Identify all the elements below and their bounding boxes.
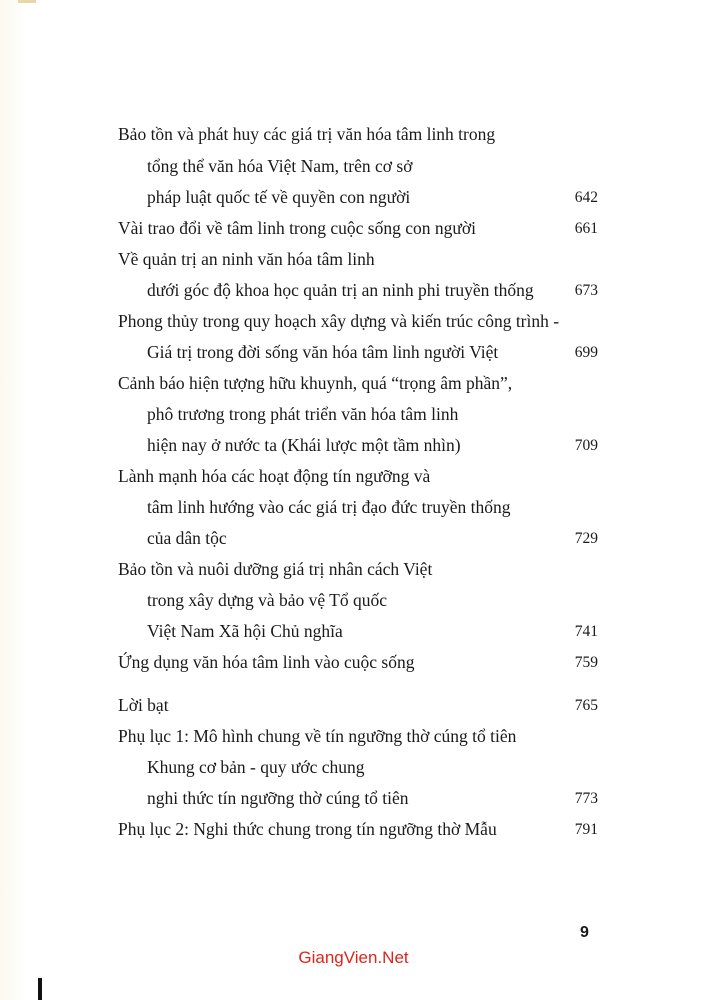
toc-page-number: 699 xyxy=(574,344,598,361)
toc-page-number: 673 xyxy=(574,282,598,299)
toc-entry-title: Bảo tồn và nuôi dưỡng giá trị nhân cách Việt xyxy=(118,559,433,579)
toc-page-number: 741 xyxy=(574,623,598,640)
toc-page-number: 642 xyxy=(574,189,598,206)
toc-entry-title: Lành mạnh hóa các hoạt động tín ngưỡng và xyxy=(118,466,431,486)
toc-page-number: 661 xyxy=(574,220,598,237)
toc-page-number: 773 xyxy=(574,790,598,807)
toc-entry-title: Lời bạt xyxy=(118,695,169,715)
toc-page-number: 791 xyxy=(574,821,598,838)
watermark-text: GiangVien.Net xyxy=(298,948,409,967)
toc-entry-title: phô trương trong phát triển văn hóa tâm linh xyxy=(147,404,459,424)
toc-entry-title: trong xây dựng và bảo vệ Tổ quốc xyxy=(147,590,388,610)
toc-entry-title: Việt Nam Xã hội Chủ nghĩa xyxy=(147,621,343,641)
toc-entry-title: Vài trao đổi về tâm linh trong cuộc sống con người xyxy=(118,218,476,238)
toc-entry-title: Giá trị trong đời sống văn hóa tâm linh người Việt xyxy=(147,342,499,362)
toc-page-number: 759 xyxy=(574,654,598,671)
toc-entry-title: nghi thức tín ngưỡng thờ cúng tổ tiên xyxy=(147,788,409,808)
toc-page-number: 729 xyxy=(574,530,598,547)
page-number: 9 xyxy=(580,924,589,941)
toc-entry-title: Phụ lục 1: Mô hình chung về tín ngưỡng thờ cúng tổ tiên xyxy=(118,726,517,746)
toc-entry-title: Cảnh báo hiện tượng hữu khuynh, quá “trọng âm phần”, xyxy=(118,373,513,393)
toc-entry-title: tâm linh hướng vào các giá trị đạo đức truyền thống xyxy=(147,497,511,517)
toc-entry-title: Về quản trị an ninh văn hóa tâm linh xyxy=(118,249,375,269)
toc-entry-title: Bảo tồn và phát huy các giá trị văn hóa tâm linh trong xyxy=(118,124,496,144)
toc-entry-title: tổng thể văn hóa Việt Nam, trên cơ sở xyxy=(147,156,413,176)
toc-entry-title: pháp luật quốc tế về quyền con người xyxy=(147,187,411,207)
toc-entry-title: Ứng dụng văn hóa tâm linh vào cuộc sống xyxy=(118,652,415,672)
toc-entry-title: của dân tộc xyxy=(147,528,227,548)
toc-entry-title: Phong thủy trong quy hoạch xây dựng và kiến trúc công trình - xyxy=(118,311,560,331)
toc-page-number: 765 xyxy=(574,697,598,714)
toc-page-number: 709 xyxy=(574,437,598,454)
toc-entry-title: hiện nay ở nước ta (Khái lược một tầm nhìn) xyxy=(147,435,461,455)
toc-entry-title: Khung cơ bản - quy ước chung xyxy=(147,757,365,777)
toc-entry-title: Phụ lục 2: Nghi thức chung trong tín ngưỡng thờ Mẫu xyxy=(118,819,497,839)
toc-entry-title: dưới góc độ khoa học quản trị an ninh phi truyền thống xyxy=(147,280,534,300)
